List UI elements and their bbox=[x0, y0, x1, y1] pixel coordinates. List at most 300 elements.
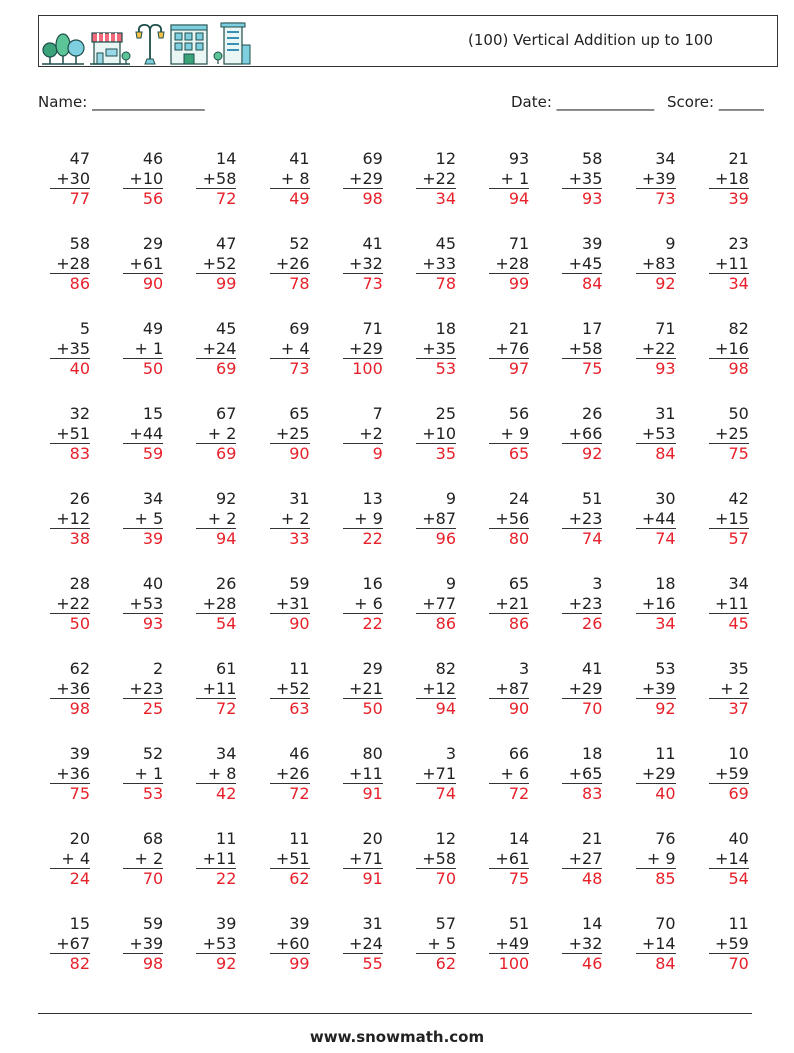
bottom-addend: +16 bbox=[715, 338, 749, 358]
addition-problem bbox=[343, 319, 383, 379]
answer: 37 bbox=[709, 698, 749, 719]
header-box bbox=[38, 15, 778, 67]
answer: 75 bbox=[489, 868, 529, 889]
addition-problem bbox=[123, 319, 163, 379]
trees-icon bbox=[41, 31, 85, 65]
top-addend: 65 bbox=[508, 574, 530, 593]
top-addend: 24 bbox=[508, 489, 530, 508]
top-addend: 11 bbox=[655, 744, 676, 763]
addition-problem bbox=[416, 659, 456, 719]
addition-problem bbox=[562, 659, 602, 719]
top-addend: 14 bbox=[216, 149, 237, 168]
answer: 22 bbox=[196, 868, 236, 889]
addition-problem bbox=[123, 489, 163, 549]
answer: 57 bbox=[709, 528, 749, 549]
bottom-addend: + 6 bbox=[354, 593, 383, 613]
answer: 40 bbox=[50, 358, 90, 379]
addition-problem bbox=[196, 319, 236, 379]
top-addend: 52 bbox=[142, 744, 164, 763]
top-addend: 47 bbox=[69, 149, 90, 168]
answer: 92 bbox=[562, 443, 602, 464]
bottom-addend: +29 bbox=[349, 338, 383, 358]
answer: 94 bbox=[416, 698, 456, 719]
top-addend: 51 bbox=[508, 914, 530, 933]
bottom-addend: +29 bbox=[349, 168, 383, 188]
answer: 55 bbox=[343, 953, 383, 974]
top-addend: 50 bbox=[728, 404, 749, 423]
addition-problem bbox=[709, 319, 749, 379]
top-addend: 13 bbox=[362, 489, 383, 508]
addition-problem bbox=[343, 744, 383, 804]
top-addend: 34 bbox=[142, 489, 164, 508]
top-addend: 40 bbox=[142, 574, 164, 593]
addition-problem bbox=[489, 489, 529, 549]
top-addend: 40 bbox=[728, 829, 749, 848]
bottom-addend: +35 bbox=[56, 338, 90, 358]
addition-problem bbox=[270, 829, 310, 889]
addition-problem bbox=[196, 489, 236, 549]
bottom-addend: +14 bbox=[641, 933, 676, 953]
answer: 91 bbox=[343, 868, 383, 889]
bottom-addend: +53 bbox=[641, 423, 676, 443]
addition-problem bbox=[709, 234, 749, 294]
top-addend: 11 bbox=[216, 829, 237, 848]
addition-problem bbox=[562, 319, 602, 379]
top-addend: 3 bbox=[592, 574, 603, 593]
addition-problem bbox=[416, 914, 456, 974]
bottom-addend: + 4 bbox=[280, 338, 310, 358]
top-addend: 11 bbox=[289, 659, 310, 678]
answer: 90 bbox=[123, 273, 163, 294]
addition-problem bbox=[343, 574, 383, 634]
addition-problem bbox=[50, 829, 90, 889]
bottom-addend: +66 bbox=[568, 423, 603, 443]
addition-problem bbox=[343, 829, 383, 889]
top-addend: 2 bbox=[153, 659, 164, 678]
answer: 92 bbox=[196, 953, 236, 974]
score-field: Score: ______ bbox=[667, 93, 764, 111]
addition-problem bbox=[196, 149, 236, 209]
bottom-addend: +11 bbox=[202, 848, 237, 868]
top-addend: 56 bbox=[508, 404, 530, 423]
top-addend: 41 bbox=[362, 234, 383, 253]
answer: 73 bbox=[343, 273, 383, 294]
header-illustrations bbox=[41, 19, 251, 65]
top-addend: 82 bbox=[435, 659, 456, 678]
top-addend: 46 bbox=[289, 744, 310, 763]
answer: 96 bbox=[416, 528, 456, 549]
answer: 62 bbox=[270, 868, 310, 889]
top-addend: 68 bbox=[142, 829, 164, 848]
bottom-addend: +10 bbox=[129, 168, 164, 188]
answer: 94 bbox=[489, 188, 529, 209]
answer: 100 bbox=[489, 953, 529, 974]
top-addend: 12 bbox=[435, 149, 456, 168]
top-addend: 14 bbox=[582, 914, 603, 933]
bottom-addend: +52 bbox=[202, 253, 237, 273]
addition-problem bbox=[50, 149, 90, 209]
top-addend: 18 bbox=[582, 744, 603, 763]
addition-problem bbox=[123, 659, 163, 719]
top-addend: 45 bbox=[435, 234, 456, 253]
addition-problem bbox=[709, 744, 749, 804]
answer: 84 bbox=[562, 273, 602, 294]
bottom-addend: +11 bbox=[202, 678, 237, 698]
bottom-addend: +39 bbox=[129, 933, 164, 953]
addition-problem bbox=[709, 829, 749, 889]
top-addend: 32 bbox=[69, 404, 90, 423]
addition-problem bbox=[196, 914, 236, 974]
top-addend: 69 bbox=[362, 149, 383, 168]
bottom-addend: +67 bbox=[56, 933, 90, 953]
addition-problem bbox=[270, 234, 310, 294]
top-addend: 41 bbox=[289, 149, 310, 168]
top-addend: 15 bbox=[142, 404, 164, 423]
bottom-addend: +22 bbox=[56, 593, 90, 613]
top-addend: 3 bbox=[445, 744, 456, 763]
answer: 50 bbox=[50, 613, 90, 634]
top-addend: 39 bbox=[216, 914, 237, 933]
top-addend: 18 bbox=[435, 319, 456, 338]
addition-problem bbox=[50, 574, 90, 634]
bottom-addend: +24 bbox=[349, 933, 383, 953]
shop-icon bbox=[89, 31, 131, 65]
bottom-addend: +65 bbox=[568, 763, 603, 783]
bottom-addend: +59 bbox=[715, 763, 749, 783]
bottom-addend: + 1 bbox=[500, 168, 530, 188]
answer: 93 bbox=[636, 358, 676, 379]
addition-problem bbox=[636, 744, 676, 804]
bottom-addend: +11 bbox=[715, 593, 749, 613]
top-addend: 66 bbox=[508, 744, 530, 763]
answer: 92 bbox=[636, 273, 676, 294]
addition-problem bbox=[270, 149, 310, 209]
answer: 77 bbox=[50, 188, 90, 209]
top-addend: 58 bbox=[69, 234, 90, 253]
bottom-addend: +61 bbox=[129, 253, 164, 273]
answer: 72 bbox=[270, 783, 310, 804]
addition-problem bbox=[562, 829, 602, 889]
answer: 84 bbox=[636, 443, 676, 464]
top-addend: 30 bbox=[655, 489, 676, 508]
bottom-addend: + 5 bbox=[134, 508, 164, 528]
top-addend: 69 bbox=[289, 319, 310, 338]
bottom-addend: +83 bbox=[641, 253, 676, 273]
answer: 72 bbox=[196, 698, 236, 719]
bottom-addend: +26 bbox=[275, 253, 310, 273]
bottom-addend: + 9 bbox=[500, 423, 530, 443]
answer: 93 bbox=[562, 188, 602, 209]
bottom-addend: +60 bbox=[275, 933, 310, 953]
top-addend: 82 bbox=[728, 319, 749, 338]
bottom-addend: + 2 bbox=[720, 678, 749, 698]
top-addend: 3 bbox=[519, 659, 530, 678]
addition-problem bbox=[343, 404, 383, 464]
answer: 83 bbox=[50, 443, 90, 464]
top-addend: 26 bbox=[69, 489, 90, 508]
answer: 78 bbox=[416, 273, 456, 294]
answer: 42 bbox=[196, 783, 236, 804]
bottom-addend: +53 bbox=[202, 933, 237, 953]
bottom-addend: +58 bbox=[568, 338, 603, 358]
answer: 9 bbox=[343, 443, 383, 464]
answer: 50 bbox=[123, 358, 163, 379]
answer: 99 bbox=[196, 273, 236, 294]
top-addend: 49 bbox=[142, 319, 164, 338]
bottom-addend: +15 bbox=[715, 508, 749, 528]
bottom-addend: +35 bbox=[422, 338, 456, 358]
top-addend: 51 bbox=[582, 489, 603, 508]
addition-problem bbox=[636, 829, 676, 889]
top-addend: 31 bbox=[289, 489, 310, 508]
addition-problem bbox=[416, 234, 456, 294]
addition-problem bbox=[123, 914, 163, 974]
answer: 93 bbox=[123, 613, 163, 634]
answer: 34 bbox=[709, 273, 749, 294]
top-addend: 18 bbox=[655, 574, 676, 593]
addition-problem bbox=[416, 829, 456, 889]
addition-problem bbox=[636, 319, 676, 379]
answer: 73 bbox=[636, 188, 676, 209]
top-addend: 62 bbox=[69, 659, 90, 678]
bottom-addend: +45 bbox=[568, 253, 603, 273]
answer: 39 bbox=[123, 528, 163, 549]
top-addend: 65 bbox=[289, 404, 310, 423]
top-addend: 76 bbox=[655, 829, 676, 848]
answer: 49 bbox=[270, 188, 310, 209]
top-addend: 59 bbox=[142, 914, 164, 933]
top-addend: 42 bbox=[728, 489, 749, 508]
answer: 73 bbox=[270, 358, 310, 379]
addition-problem bbox=[562, 914, 602, 974]
top-addend: 61 bbox=[216, 659, 237, 678]
answer: 53 bbox=[123, 783, 163, 804]
bottom-addend: + 9 bbox=[354, 508, 383, 528]
top-addend: 11 bbox=[289, 829, 310, 848]
bottom-addend: +76 bbox=[495, 338, 530, 358]
top-addend: 31 bbox=[655, 404, 676, 423]
bottom-addend: +25 bbox=[715, 423, 749, 443]
bottom-addend: +36 bbox=[56, 763, 90, 783]
addition-problem bbox=[50, 489, 90, 549]
top-addend: 80 bbox=[362, 744, 383, 763]
answer: 99 bbox=[489, 273, 529, 294]
bottom-addend: +29 bbox=[568, 678, 603, 698]
bottom-addend: +32 bbox=[349, 253, 383, 273]
answer: 97 bbox=[489, 358, 529, 379]
top-addend: 25 bbox=[435, 404, 456, 423]
top-addend: 31 bbox=[362, 914, 383, 933]
bottom-addend: +27 bbox=[568, 848, 603, 868]
bottom-addend: +39 bbox=[641, 168, 676, 188]
answer: 24 bbox=[50, 868, 90, 889]
addition-problem bbox=[489, 149, 529, 209]
top-addend: 39 bbox=[69, 744, 90, 763]
answer: 25 bbox=[123, 698, 163, 719]
building-icon bbox=[169, 23, 209, 65]
addition-problem bbox=[196, 574, 236, 634]
street-lamp-icon bbox=[135, 21, 165, 65]
bottom-addend: +2 bbox=[359, 423, 383, 443]
answer: 70 bbox=[709, 953, 749, 974]
bottom-addend: +10 bbox=[422, 423, 456, 443]
answer: 54 bbox=[709, 868, 749, 889]
bottom-addend: +21 bbox=[349, 678, 383, 698]
answer: 53 bbox=[416, 358, 456, 379]
answer: 59 bbox=[123, 443, 163, 464]
bottom-addend: +28 bbox=[495, 253, 530, 273]
top-addend: 39 bbox=[582, 234, 603, 253]
addition-problem bbox=[196, 829, 236, 889]
top-addend: 71 bbox=[655, 319, 676, 338]
top-addend: 67 bbox=[216, 404, 237, 423]
bottom-addend: +53 bbox=[129, 593, 164, 613]
bottom-addend: +87 bbox=[495, 678, 530, 698]
bottom-addend: +23 bbox=[568, 593, 603, 613]
top-addend: 34 bbox=[728, 574, 749, 593]
bottom-addend: +12 bbox=[422, 678, 456, 698]
top-addend: 9 bbox=[665, 234, 676, 253]
bottom-addend: +58 bbox=[422, 848, 456, 868]
addition-problem bbox=[416, 489, 456, 549]
addition-problem bbox=[196, 744, 236, 804]
addition-problem bbox=[562, 149, 602, 209]
bottom-addend: +36 bbox=[56, 678, 90, 698]
addition-problem bbox=[636, 149, 676, 209]
bottom-addend: +56 bbox=[495, 508, 530, 528]
top-addend: 47 bbox=[216, 234, 237, 253]
answer: 98 bbox=[709, 358, 749, 379]
bottom-addend: + 8 bbox=[280, 168, 310, 188]
bottom-addend: + 1 bbox=[134, 338, 164, 358]
addition-problem bbox=[123, 744, 163, 804]
top-addend: 10 bbox=[728, 744, 749, 763]
bottom-addend: +58 bbox=[202, 168, 237, 188]
bottom-addend: +51 bbox=[275, 848, 310, 868]
addition-problem bbox=[562, 744, 602, 804]
answer: 75 bbox=[709, 443, 749, 464]
addition-problem bbox=[123, 404, 163, 464]
answer: 22 bbox=[343, 613, 383, 634]
answer: 50 bbox=[343, 698, 383, 719]
addition-problem bbox=[489, 659, 529, 719]
top-addend: 21 bbox=[728, 149, 749, 168]
answer: 46 bbox=[562, 953, 602, 974]
answer: 54 bbox=[196, 613, 236, 634]
addition-problem bbox=[636, 234, 676, 294]
bottom-addend: +35 bbox=[568, 168, 603, 188]
answer: 86 bbox=[416, 613, 456, 634]
addition-problem bbox=[489, 574, 529, 634]
top-addend: 5 bbox=[79, 319, 90, 338]
top-addend: 11 bbox=[728, 914, 749, 933]
bottom-addend: +31 bbox=[275, 593, 310, 613]
addition-problem bbox=[416, 149, 456, 209]
top-addend: 21 bbox=[582, 829, 603, 848]
bottom-addend: +87 bbox=[422, 508, 456, 528]
addition-problem bbox=[270, 574, 310, 634]
answer: 34 bbox=[416, 188, 456, 209]
answer: 74 bbox=[636, 528, 676, 549]
addition-problem bbox=[489, 234, 529, 294]
addition-problem bbox=[50, 659, 90, 719]
top-addend: 12 bbox=[435, 829, 456, 848]
bottom-addend: +44 bbox=[641, 508, 676, 528]
bottom-addend: +32 bbox=[568, 933, 603, 953]
addition-problem bbox=[489, 319, 529, 379]
bottom-addend: + 6 bbox=[500, 763, 530, 783]
addition-problem bbox=[636, 574, 676, 634]
bottom-addend: +28 bbox=[202, 593, 237, 613]
answer: 82 bbox=[50, 953, 90, 974]
addition-problem bbox=[123, 829, 163, 889]
top-addend: 7 bbox=[372, 404, 383, 423]
addition-problem bbox=[196, 659, 236, 719]
top-addend: 71 bbox=[508, 234, 530, 253]
top-addend: 26 bbox=[216, 574, 237, 593]
footer-divider bbox=[38, 1013, 752, 1014]
name-field: Name: _______________ bbox=[38, 93, 205, 111]
answer: 22 bbox=[343, 528, 383, 549]
answer: 70 bbox=[562, 698, 602, 719]
answer: 90 bbox=[270, 443, 310, 464]
top-addend: 34 bbox=[655, 149, 676, 168]
answer: 94 bbox=[196, 528, 236, 549]
date-field: Date: _____________ bbox=[511, 93, 655, 111]
addition-problem bbox=[709, 489, 749, 549]
answer: 86 bbox=[50, 273, 90, 294]
addition-problem bbox=[636, 659, 676, 719]
bottom-addend: +44 bbox=[129, 423, 164, 443]
answer: 80 bbox=[489, 528, 529, 549]
addition-problem bbox=[50, 319, 90, 379]
bottom-addend: +52 bbox=[275, 678, 310, 698]
bottom-addend: + 5 bbox=[427, 933, 456, 953]
top-addend: 9 bbox=[445, 574, 456, 593]
bottom-addend: +12 bbox=[56, 508, 90, 528]
answer: 48 bbox=[562, 868, 602, 889]
bottom-addend: +24 bbox=[202, 338, 237, 358]
bottom-addend: +29 bbox=[641, 763, 676, 783]
bottom-addend: +77 bbox=[422, 593, 456, 613]
top-addend: 20 bbox=[362, 829, 383, 848]
answer: 98 bbox=[343, 188, 383, 209]
top-addend: 92 bbox=[216, 489, 237, 508]
answer: 99 bbox=[270, 953, 310, 974]
bottom-addend: +49 bbox=[495, 933, 530, 953]
addition-problem bbox=[270, 659, 310, 719]
answer: 35 bbox=[416, 443, 456, 464]
addition-problem bbox=[562, 234, 602, 294]
answer: 72 bbox=[489, 783, 529, 804]
bottom-addend: +16 bbox=[641, 593, 676, 613]
bottom-addend: +51 bbox=[56, 423, 90, 443]
answer: 33 bbox=[270, 528, 310, 549]
top-addend: 9 bbox=[445, 489, 456, 508]
top-addend: 17 bbox=[582, 319, 603, 338]
bottom-addend: +71 bbox=[422, 763, 456, 783]
top-addend: 21 bbox=[508, 319, 530, 338]
bottom-addend: +11 bbox=[715, 253, 749, 273]
bottom-addend: +59 bbox=[715, 933, 749, 953]
top-addend: 34 bbox=[216, 744, 237, 763]
answer: 70 bbox=[123, 868, 163, 889]
addition-problem bbox=[709, 149, 749, 209]
addition-problem bbox=[50, 744, 90, 804]
answer: 92 bbox=[636, 698, 676, 719]
addition-problem bbox=[270, 744, 310, 804]
addition-problem bbox=[196, 234, 236, 294]
